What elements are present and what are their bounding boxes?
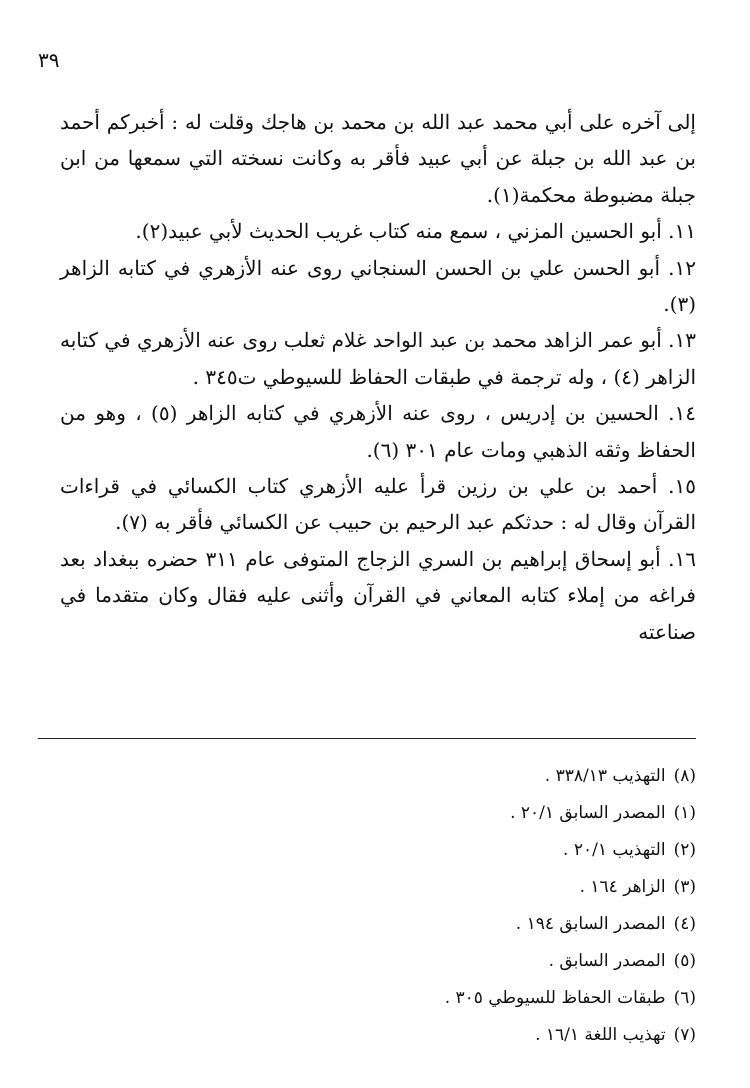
paragraph: ١٤. الحسين بن إدريس ، روى عنه الأزهري في كتابه الزاهر (٥) ، وهو من الحفاظ وثقه الذهبي ومات عام ٣٠١ (٦). (60, 401, 696, 462)
footnote-text: الزاهر ١٦٤ . (579, 877, 666, 897)
paragraph: ١٢. أبو الحسن علي بن الحسن السنجاني روى عنه الأزهري في كتابه الزاهر (٣). (60, 255, 696, 317)
footnote-text: التهذيب ٢٠/١ . (563, 840, 666, 860)
footnote-text: التهذيب ٣٣٨/١٣ . (544, 766, 666, 786)
paragraph: إلى آخره على أبي محمد عبد الله بن محمد بن هاجك وقلت له : أخبركم أحمد بن عبد الله بن جبلة عن أبي عبيد فأقر به وكانت نسخته التي سمعها من ابن جبلة مضبوطة محكمة(١). (60, 110, 696, 207)
footnote-text: المصدر السابق ١٩٤ . (515, 914, 666, 934)
paragraph: ١١. أبو الحسين المزني ، سمع منه كتاب غريب الحديث لأبي عبيد(٢). (135, 219, 696, 244)
footnote (60, 795, 696, 832)
footnote-number: (٤) (673, 914, 696, 934)
footnote-number: (٦) (673, 988, 696, 1008)
footnote-text: المصدر السابق ٢٠/١ . (510, 803, 666, 823)
footnote-text: تهذيب اللغة ١٦/١ . (535, 1025, 666, 1045)
footnote (60, 906, 696, 943)
footnote-text: المصدر السابق . (548, 951, 666, 971)
footnotes (60, 758, 696, 1054)
footnote (60, 832, 696, 869)
footnote-number: (٥) (673, 951, 696, 971)
footnote (60, 1017, 696, 1054)
footnote-number: (١) (673, 803, 696, 823)
footnote (60, 869, 696, 906)
footnote (60, 943, 696, 980)
footnote (60, 758, 696, 795)
footnote-divider (38, 738, 696, 739)
paragraph: ١٣. أبو عمر الزاهد محمد بن عبد الواحد غلام ثعلب روى عنه الأزهري في كتابه الزاهر (٤) ، وله ترجمة في طبقات الحفاظ للسيوطي ت٣٤٥ . (60, 328, 696, 389)
paragraph: ١٥. أحمد بن علي بن رزين قرأ عليه الأزهري كتاب الكسائي في قراءات القرآن وقال له : حدثكم عبد الرحيم بن حبيب عن الكسائي فأقر به (٧). (60, 474, 696, 535)
footnote-text: طبقات الحفاظ للسيوطي ٣٠٥ . (444, 988, 666, 1008)
footnote-number: (٢) (673, 840, 696, 860)
footnote (60, 980, 696, 1017)
page-number: ٣٩ (38, 48, 60, 72)
footnote-number: (٨) (673, 766, 696, 786)
body-text (60, 104, 696, 650)
paragraph: ١٦. أبو إسحاق إبراهيم بن السري الزجاج المتوفى عام ٣١١ حضره ببغداد بعد فراغه من إملاء كتابه المعاني في القرآن وأثنى عليه فقال وكان متقدما في صناعته (60, 546, 697, 644)
footnote-number: (٣) (673, 877, 696, 897)
footnote-number: (٧) (673, 1025, 696, 1045)
